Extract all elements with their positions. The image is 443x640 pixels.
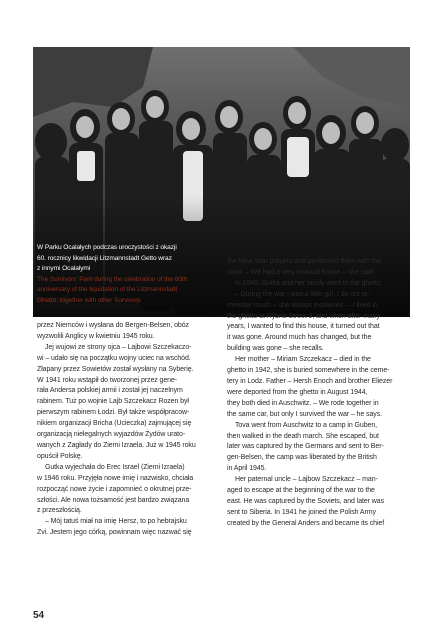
text-line: east. He was captured by the Soviets, and later was <box>227 497 385 505</box>
text-line: the New Year prayers and performed them with the <box>227 258 382 265</box>
text-line: building was gone – she recalls. <box>227 345 324 353</box>
text-line: tery in Lodz. Father – Hersh Enoch and brother Eliezer <box>227 377 393 385</box>
text-line: later was captured by the Germans and sent to Ber- <box>227 443 384 451</box>
text-line: member much – she always explained. – I lived in <box>227 301 378 309</box>
text-line: they both died in Auschwitz. – We rode together in <box>227 399 379 407</box>
text-line: ghetto in 1942, she is buried somewhere in the ceme- <box>227 367 390 375</box>
text-line: were deported from the ghetto in August 1944, <box>227 388 368 396</box>
text-line: rozpocząć nowe życie i zapomnieć o okrutnej prze- <box>37 485 192 493</box>
text-line: Gutka wyjechała do Erec Israel (Ziemi Izraela) <box>45 463 185 471</box>
text-line: W 1941 roku wstąpił do tworzonej przez gene- <box>37 376 178 384</box>
text-line: – During the war I was a little girl, I do not re- <box>235 290 370 298</box>
text-line: in April 1945. <box>227 465 267 473</box>
photo-caption <box>37 243 209 307</box>
text-line: Her paternal uncle – Lajbow Szczekacz – man- <box>235 476 378 484</box>
page-number: 54 <box>33 610 45 621</box>
english-text-column <box>227 257 401 530</box>
text-line: szłości. Ale nowa tożsamość jest bardzo związana <box>37 496 190 504</box>
caption-en-line: anniversary of the liquidation of the Litzmannstadt <box>37 286 178 294</box>
text-line: it was gone. Around much has changed, but the <box>227 334 372 342</box>
text-line: choir. – We had a very musical house – she said. <box>227 268 376 276</box>
text-line: the ghetto at Rybna Street 9, and when after many <box>227 312 380 320</box>
text-line: wi – udało się na początku wojny uciec na wschód. <box>37 354 191 362</box>
text-line: the same car, but only I survived the war – he says. <box>227 410 382 418</box>
text-line: In 1940, Gutka and her family went to the ghetto. <box>235 279 383 287</box>
text-line: w 1946 roku. Przyjęła nowe imię i nazwisko, chciała <box>37 474 194 482</box>
text-line: organizacją nielegalnych wyjazdów Żydów urato- <box>37 431 186 439</box>
text-line: rabinem. Tuż po wojnie Lajb Szczekacz Rozen był <box>37 398 189 406</box>
text-line: rała Andersa polskiej armii i został jej naczelnym <box>37 387 183 395</box>
text-line: then walked in the death march. She escaped, but <box>227 432 379 440</box>
text-line: opuścił Polskę. <box>37 452 83 460</box>
text-line: gen-Belsen, the camp was liberated by the British <box>227 454 377 462</box>
text-line: Her mother – Miriam Szczekacz – died in the <box>235 356 371 364</box>
text-line: przez Niemców i wysłana do Bergen-Belsen, obóz <box>37 322 189 329</box>
text-line: Tova went from Auschwitz to a camp in Guben, <box>235 421 377 429</box>
caption-pl-line: 60. rocznicy likwidacji Litzmannstadt Getto wraz <box>37 254 172 262</box>
caption-pl-line: z innymi Ocalałymi <box>37 265 91 273</box>
text-line: years, I wanted to find this house, it turned out that <box>227 323 380 331</box>
text-line: wyzwolili Anglicy w kwietniu 1945 roku. <box>37 332 155 340</box>
text-line: – Mój tatuś miał na imię Hersz, to po hebrajsku <box>45 518 187 526</box>
text-line: created by the General Anders and became its chief <box>227 519 385 527</box>
text-line: pierwszym rabinem Łodzi. Był także współpracow- <box>37 409 190 417</box>
text-line: Zvi. Jestem jego córką, powinnam więc nazwać się <box>37 529 192 537</box>
text-line: z przeszłością. <box>37 507 82 515</box>
text-line: wanych z Zagłady do Ziemi Izraela. Już w 1945 roku <box>37 441 196 449</box>
polish-text-column <box>37 321 210 539</box>
text-line: Złapany przez Sowietów został wysłany na Syberię. <box>37 365 194 373</box>
text-line: sent to Siberia. In 1941 he joined the Polish Army <box>227 508 376 516</box>
caption-en-line: Ghetto, together with other Survivors <box>37 296 141 304</box>
caption-pl-line: W Parku Ocalałych podczas uroczystości z okazji <box>37 244 177 251</box>
text-line: nikiem organizacji Bricha (Ucieczka) zajmującej się <box>37 420 192 428</box>
caption-en-line: The Survivors' Park during the celebration of the 60th <box>37 275 188 283</box>
text-line: Jej wujowi ze strony ojca – Lajbowi Szczekaczo- <box>45 343 192 351</box>
text-line: aged to escape at the beginning of the war to the <box>227 487 375 495</box>
